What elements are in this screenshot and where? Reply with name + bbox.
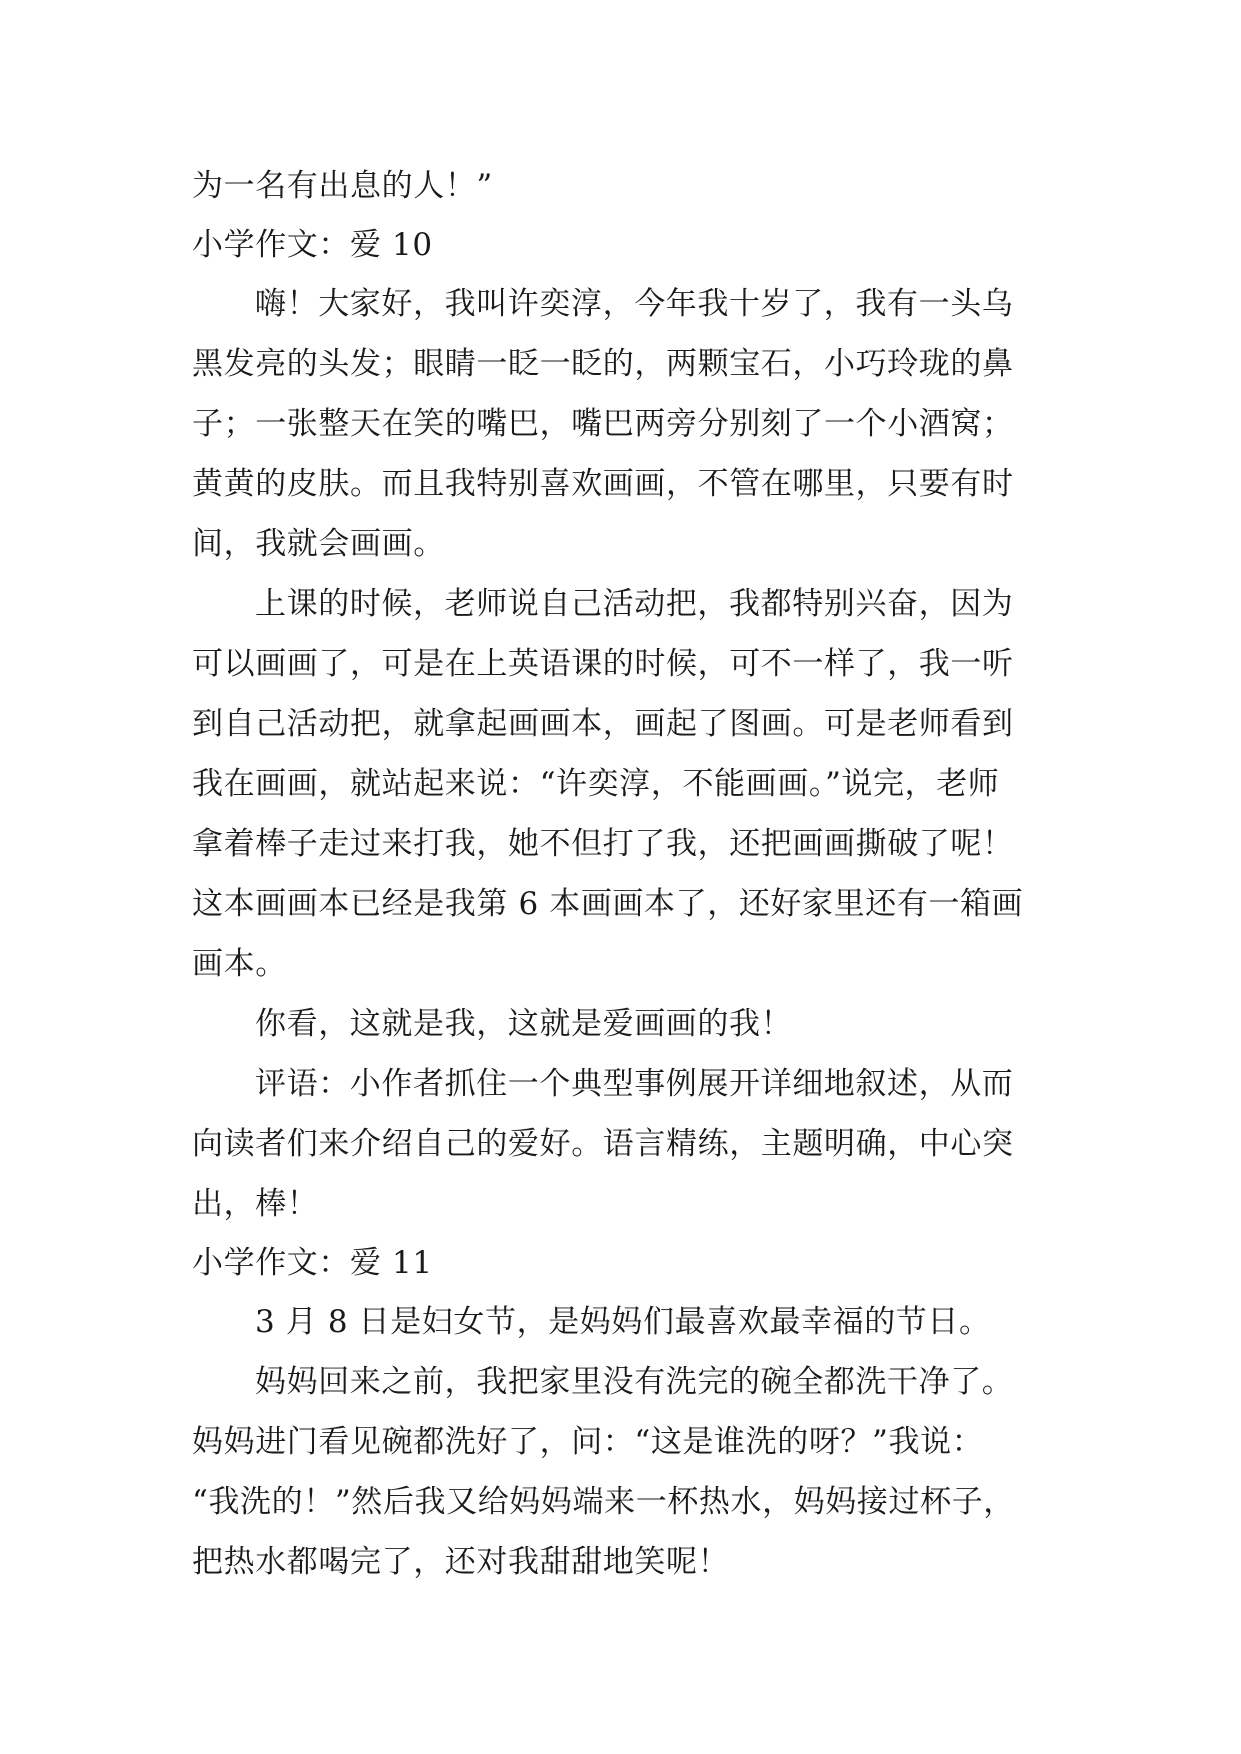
paragraph-line: 我在画画，就站起来说：“许奕淳，不能画画。”说完，老师 — [192, 766, 1000, 802]
section-heading: 小学作文：爱 11 — [192, 1245, 433, 1281]
paragraph-line: 妈妈进门看见碗都洗好了，问：“这是谁洗的呀？”我说： — [192, 1424, 984, 1460]
paragraph-line: “我洗的！”然后我又给妈妈端来一杯热水，妈妈接过杯子， — [192, 1484, 1015, 1520]
paragraph-line: 上课的时候，老师说自己活动把，我都特别兴奋，因为 — [255, 586, 1014, 622]
comment-line: 出，棒！ — [192, 1186, 319, 1222]
paragraph-line: 把热水都喝完了，还对我甜甜地笑呢！ — [192, 1544, 730, 1580]
paragraph-line: 到自己活动把，就拿起画画本，画起了图画。可是老师看到 — [192, 706, 1014, 742]
section-heading: 小学作文：爱 10 — [192, 227, 433, 263]
paragraph-line: 你看，这就是我，这就是爱画画的我！ — [255, 1006, 793, 1042]
comment-line: 评语：小作者抓住一个典型事例展开详细地叙述，从而 — [255, 1066, 1014, 1102]
paragraph-line: 3 月 8 日是妇女节，是妈妈们最喜欢最幸福的节日。 — [255, 1304, 991, 1340]
paragraph-line: 拿着棒子走过来打我，她不但打了我，还把画画撕破了呢！ — [192, 826, 1014, 862]
text-line: 为一名有出息的人！” — [192, 168, 493, 204]
paragraph-line: 子；一张整天在笑的嘴巴，嘴巴两旁分别刻了一个小酒窝； — [192, 406, 1014, 442]
paragraph-line: 黄黄的皮肤。而且我特别喜欢画画，不管在哪里，只要有时 — [192, 466, 1014, 502]
paragraph-line: 间，我就会画画。 — [192, 526, 445, 562]
paragraph-line: 这本画画本已经是我第 6 本画画本了，还好家里还有一箱画 — [192, 886, 1024, 922]
paragraph-line: 可以画画了，可是在上英语课的时候，可不一样了，我一听 — [192, 646, 1014, 682]
paragraph-line: 黑发亮的头发；眼睛一眨一眨的，两颗宝石，小巧玲珑的鼻 — [192, 346, 1014, 382]
paragraph-line: 嗨！大家好，我叫许奕淳，今年我十岁了，我有一头乌 — [255, 286, 1014, 322]
paragraph-line: 画本。 — [192, 946, 287, 982]
paragraph-line: 妈妈回来之前，我把家里没有洗完的碗全都洗干净了。 — [255, 1364, 1014, 1400]
comment-line: 向读者们来介绍自己的爱好。语言精练，主题明确，中心突 — [192, 1126, 1014, 1162]
